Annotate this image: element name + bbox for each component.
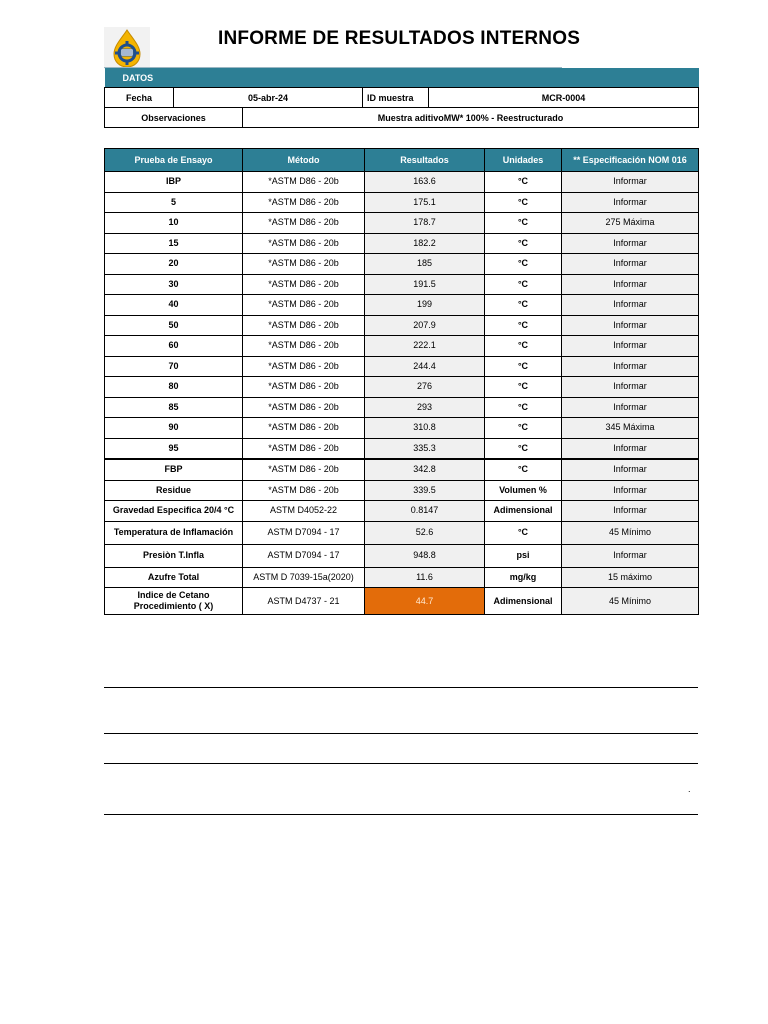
cell-result: 222.1 [365,336,485,357]
table-row [105,438,699,459]
cell-specification: Informar [562,438,699,459]
cell-specification: Informar [562,336,699,357]
cell-specification: 275 Máxima [562,213,699,234]
table-row [105,295,699,316]
cell-unit: °C [485,521,562,544]
cell-specification: 45 Mínimo [562,521,699,544]
cell-result: 207.9 [365,315,485,336]
cell-method: *ASTM D86 - 20b [243,397,365,418]
cell-test-name: 20 [105,254,243,275]
cell-test-name: 40 [105,295,243,316]
col-header-resultados: Resultados [365,149,485,172]
cell-test-name: 5 [105,192,243,213]
cell-result: 175.1 [365,192,485,213]
cell-test-name: 90 [105,418,243,439]
col-header-metodo: Método [243,149,365,172]
table-row [105,418,699,439]
cell-test-name: 70 [105,356,243,377]
cell-unit: Adimensional [485,588,562,615]
cell-specification: Informar [562,192,699,213]
cell-unit: °C [485,254,562,275]
table-row [105,567,699,588]
cell-result: 948.8 [365,544,485,567]
cell-method: *ASTM D86 - 20b [243,480,365,501]
cell-method: *ASTM D86 - 20b [243,377,365,398]
cell-result: 339.5 [365,480,485,501]
cell-test-name: 15 [105,233,243,254]
cell-method: *ASTM D86 - 20b [243,336,365,357]
table-row [105,397,699,418]
cell-result: 178.7 [365,213,485,234]
cell-test-name: 10 [105,213,243,234]
cell-method: ASTM D7094 - 17 [243,544,365,567]
cell-method: *ASTM D86 - 20b [243,233,365,254]
cell-method: *ASTM D86 - 20b [243,418,365,439]
table-row [105,377,699,398]
table-row [105,544,699,567]
cell-specification: Informar [562,295,699,316]
cell-method: *ASTM D86 - 20b [243,295,365,316]
cell-result: 335.3 [365,438,485,459]
cell-method: *ASTM D86 - 20b [243,438,365,459]
table-row [105,172,699,193]
cell-unit: °C [485,418,562,439]
cell-unit: mg/kg [485,567,562,588]
cell-specification: Informar [562,377,699,398]
cell-test-name: Azufre Total [105,567,243,588]
cell-unit: °C [485,377,562,398]
col-header-especificacion: ** Especificación NOM 016 [562,149,699,172]
col-header-prueba: Prueba de Ensayo [105,149,243,172]
cell-unit: Adimensional [485,501,562,522]
signature-line-2 [104,733,698,734]
observaciones-label: Observaciones [105,108,243,128]
cell-method: *ASTM D86 - 20b [243,274,365,295]
cell-method: *ASTM D86 - 20b [243,459,365,480]
cell-specification: 45 Mínimo [562,588,699,615]
cell-specification: Informar [562,501,699,522]
cell-result: 52.6 [365,521,485,544]
sample-info-table [104,68,699,128]
cell-test-name: 85 [105,397,243,418]
cell-unit: psi [485,544,562,567]
cell-test-name: IBP [105,172,243,193]
cell-method: *ASTM D86 - 20b [243,356,365,377]
cell-method: *ASTM D86 - 20b [243,254,365,275]
cell-result: 191.5 [365,274,485,295]
cell-method: *ASTM D86 - 20b [243,172,365,193]
table-row [105,254,699,275]
cell-unit: °C [485,295,562,316]
cell-result: 199 [365,295,485,316]
section-label-datos: DATOS [105,68,699,88]
cell-unit: °C [485,233,562,254]
cell-specification: Informar [562,459,699,480]
cell-method: ASTM D 7039-15a(2020) [243,567,365,588]
table-row [105,501,699,522]
cell-test-name: 80 [105,377,243,398]
cell-unit: °C [485,438,562,459]
cell-specification: Informar [562,274,699,295]
results-table [104,148,699,615]
cell-method: ASTM D4052-22 [243,501,365,522]
table-row [105,459,699,480]
cell-test-name: 95 [105,438,243,459]
table-row [105,356,699,377]
table-row [105,480,699,501]
footer-dot: . [688,784,691,794]
cell-specification: Informar [562,233,699,254]
col-header-unidades: Unidades [485,149,562,172]
cell-unit: °C [485,213,562,234]
cell-test-name: 50 [105,315,243,336]
fecha-label: Fecha [105,88,174,108]
cell-method: *ASTM D86 - 20b [243,315,365,336]
cell-result: 182.2 [365,233,485,254]
signature-line-3 [104,763,698,764]
cell-result: 185 [365,254,485,275]
cell-unit: °C [485,172,562,193]
cell-method: ASTM D4737 - 21 [243,588,365,615]
cell-unit: °C [485,315,562,336]
cell-unit: °C [485,274,562,295]
cell-result: 44.7 [365,588,485,615]
table-row [105,336,699,357]
cell-unit: °C [485,336,562,357]
signature-line-1 [104,687,698,688]
cell-method: *ASTM D86 - 20b [243,192,365,213]
cell-result: 310.8 [365,418,485,439]
fecha-value: 05-abr-24 [174,88,363,108]
cell-test-name: Indice de Cetano Procedimiento ( X) [105,588,243,615]
cell-method: ASTM D7094 - 17 [243,521,365,544]
cell-specification: Informar [562,315,699,336]
cell-unit: °C [485,397,562,418]
id-muestra-value: MCR-0004 [429,88,699,108]
observaciones-value: Muestra aditivoMW* 100% - Reestructurado [243,108,699,128]
cell-result: 163.6 [365,172,485,193]
cell-specification: Informar [562,544,699,567]
cell-specification: 15 máximo [562,567,699,588]
id-muestra-label: ID muestra [363,88,429,108]
cell-test-name: Residue [105,480,243,501]
cell-test-name: Presiòn T.Infla [105,544,243,567]
cell-test-name: Gravedad Especifica 20/4 °C [105,501,243,522]
cell-result: 0.8147 [365,501,485,522]
cell-specification: Informar [562,172,699,193]
cell-method: *ASTM D86 - 20b [243,213,365,234]
cell-test-name: FBP [105,459,243,480]
table-header-row [105,149,699,172]
cell-unit: Volumen % [485,480,562,501]
cell-test-name: 30 [105,274,243,295]
company-logo-icon [104,27,150,69]
table-row [105,315,699,336]
cell-test-name: Temperatura de Inflamación [105,521,243,544]
cell-unit: °C [485,459,562,480]
table-row [105,274,699,295]
table-row [105,213,699,234]
cell-specification: Informar [562,397,699,418]
cell-result: 11.6 [365,567,485,588]
report-title: INFORME DE RESULTADOS INTERNOS [218,28,581,49]
cell-specification: 345 Máxima [562,418,699,439]
cell-result: 342.8 [365,459,485,480]
cell-result: 293 [365,397,485,418]
cell-specification: Informar [562,356,699,377]
signature-line-4 [104,814,698,815]
table-row [105,588,699,615]
cell-specification: Informar [562,254,699,275]
table-row [105,521,699,544]
cell-result: 276 [365,377,485,398]
cell-specification: Informar [562,480,699,501]
cell-result: 244.4 [365,356,485,377]
cell-unit: °C [485,192,562,213]
cell-unit: °C [485,356,562,377]
table-row [105,192,699,213]
cell-test-name: 60 [105,336,243,357]
table-row [105,233,699,254]
